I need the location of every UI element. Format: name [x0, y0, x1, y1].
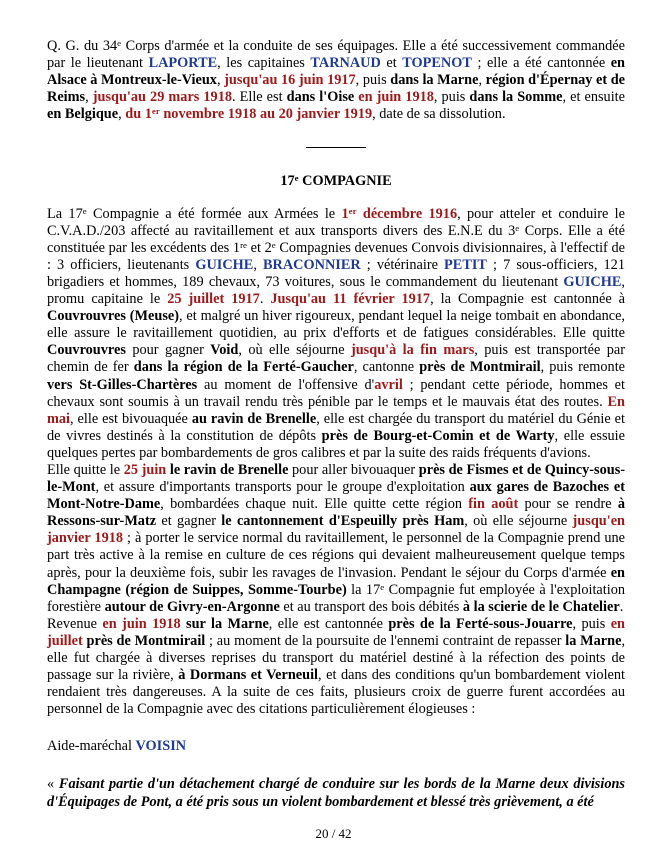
text-run: La 17	[47, 205, 83, 222]
text-run: ; vétérinaire	[360, 256, 445, 273]
text-run: jusqu'à la fin mars	[350, 342, 475, 359]
text-run: ; au moment de la poursuite de l'ennemi contraint de repasser	[205, 632, 566, 649]
text-run: Corps d'armée et la conduite de ses équipages. Elle a été successivement commandée par le lieutenant	[47, 38, 625, 72]
text-run: VOISIN	[135, 738, 187, 755]
text-run: dans l'Oise	[286, 89, 355, 106]
text-run: , pour atteler et conduire le C.V.A.D./203 affecté au ravitaillement et aux transports divers des E.N.E du 3	[47, 205, 625, 239]
history-paragraph-2	[47, 462, 625, 616]
text-run: e	[294, 173, 299, 184]
text-run: la Marne	[565, 632, 622, 649]
text-run: BRACONNIER	[262, 256, 361, 273]
text-run: COMPAGNIE	[298, 173, 392, 190]
text-run: , et ensuite	[562, 89, 625, 106]
text-run: ,	[216, 72, 225, 89]
text-run: e	[515, 222, 520, 233]
document-body	[47, 38, 625, 811]
text-run: Void	[210, 342, 239, 359]
text-run: , puis remonte	[540, 359, 626, 376]
text-run: près de la Ferté-sous-Jouarre	[388, 615, 573, 632]
text-run: pour gagner	[125, 342, 211, 359]
text-run: , promu capitaine le	[47, 273, 625, 308]
text-run: Jusqu'au 11 février 1917	[270, 291, 431, 308]
text-run: région d'Épernay et de Reims	[47, 72, 626, 106]
history-paragraph-1	[47, 206, 625, 462]
text-run: , puis	[433, 89, 470, 106]
text-run: , et assure d'importants transports pour le groupe d'exploitation	[95, 479, 470, 496]
text-run: , bombardées chaque nuit. Elle quitte cette région	[160, 496, 469, 513]
text-run: , et dans des conditions qu'un bombardement violent rendaient très dangereuses. A la suite de ces faits, plusieurs croix de guerre furent accordées au personnel de la Compagnie avec des citations particulièrement élogieuses :	[47, 667, 626, 718]
text-run: jusqu'en janvier 1918	[47, 513, 625, 547]
text-run: au ravin de Brenelle	[191, 410, 317, 427]
text-run: décembre 1916	[356, 205, 458, 222]
text-run: 1	[341, 205, 349, 222]
text-run: dans la région de la Ferté-Gaucher	[133, 359, 354, 376]
text-run: , elle essuie quelques pertes par bombardements de gros calibres et par la suite des raids fréquents d'avions.	[47, 427, 625, 461]
text-run: En mai	[47, 393, 625, 427]
text-run: pour aller bivouaquer	[288, 461, 419, 478]
text-run: .	[259, 291, 271, 308]
text-run: sur la Marne	[186, 615, 269, 632]
text-run: près de Bourg-et-Comin et de Warty	[321, 427, 555, 444]
text-run: er	[151, 106, 160, 117]
text-run: TARNAUD	[310, 55, 381, 72]
text-run: ; 7 sous-officiers, 121 brigadiers et hommes, 189 chevaux, 73 voitures, sous le commandement du lieutenant	[47, 256, 625, 290]
text-run: , et malgré un hiver rigoureux, pendant lequel la neige tombait en abondance, elle assure le ravitaillement quotidien, au prix d'efforts et de fatigues considérables. Elle quitte	[47, 308, 625, 342]
text-run: en juin 1918	[102, 615, 181, 632]
text-run: TOPENOT	[402, 55, 472, 72]
text-run: , elle est bivouaquée	[70, 410, 192, 427]
text-run: ; elle a été cantonnée	[471, 55, 611, 72]
text-run: , les capitaines	[217, 55, 311, 72]
text-run: Compagnie fut employée à l'exploitation forestière	[47, 581, 625, 615]
text-run: ,	[478, 72, 486, 89]
text-run: GUICHE	[563, 273, 622, 290]
text-run: 25 juillet 1917	[167, 291, 260, 308]
text-run: ,	[85, 89, 93, 106]
text-run: , la Compagnie est cantonnée à	[430, 291, 626, 308]
text-run: à Dormans et Verneuil	[178, 667, 319, 684]
text-run: Elle quitte le	[47, 461, 124, 478]
text-run: «	[47, 776, 59, 793]
text-run: e	[271, 239, 276, 250]
text-run: , date de sa dissolution.	[372, 106, 506, 123]
text-run: (Meuse)	[129, 308, 179, 325]
text-run: Compagnies devenues Convois divisionnaires, à l'effectif de : 3 officiers, lieutenants	[47, 239, 625, 273]
text-run: près de Montmirail	[419, 359, 541, 376]
text-run: LAPORTE	[148, 55, 218, 72]
text-run: . Elle est	[232, 89, 287, 106]
text-run: au moment de l'offensive d'	[197, 376, 375, 393]
text-run: en juin 1918	[358, 89, 434, 106]
text-run: PETIT	[444, 256, 487, 273]
text-run: re	[240, 239, 247, 250]
text-run: Couvrouvres	[47, 308, 126, 325]
text-run: fin août	[468, 496, 519, 513]
text-run: , où elle séjourne	[464, 513, 573, 530]
text-run: , elle est chargée du transport du matériel du Génie et de vivres destinés à la constitution de dépôts	[47, 410, 625, 444]
text-run: , puis	[355, 72, 391, 89]
text-run: et	[380, 55, 403, 72]
text-run: , elle fut chargée à diverses reprises du transport du matériel destiné à la réfection des points de passage sur la rivière,	[47, 632, 626, 684]
text-run: et 2	[246, 239, 272, 256]
text-run: ,	[118, 106, 126, 123]
text-run: er	[348, 205, 357, 216]
text-run: e	[117, 38, 122, 49]
text-run: , puis est transportée par chemin de fer	[47, 342, 626, 376]
intro-paragraph	[47, 38, 625, 123]
text-run: .	[619, 598, 624, 615]
text-run: Aide-maréchal	[47, 738, 136, 755]
text-run: aux gares de Bazoches et Mont-Notre-Dame	[47, 479, 625, 513]
text-run: près de Fismes et de Quincy-sous-le-Mont	[47, 461, 626, 496]
section-heading	[47, 173, 625, 190]
text-run: ,	[253, 256, 263, 273]
page-number: 20 / 42	[315, 826, 352, 841]
text-run: 25 juin	[123, 461, 167, 478]
text-run: e	[380, 581, 385, 592]
text-run: novembre 1918 au 20 janvier 1919	[159, 106, 373, 123]
text-run: , où elle séjourne	[238, 342, 351, 359]
text-run: Compagnie a été formée aux Armées le	[86, 205, 342, 222]
citation-name	[47, 738, 625, 755]
text-run: Revenue	[47, 615, 103, 632]
text-run: dans la Somme	[469, 89, 563, 106]
text-run: GUICHE	[195, 256, 254, 273]
text-run: en Champagne	[47, 564, 625, 598]
text-run: le ravin de Brenelle	[169, 461, 289, 478]
text-run: en Alsace à Montreux-le-Vieux	[47, 55, 626, 89]
text-run: à Ressons-sur-Matz	[47, 496, 625, 530]
text-run: e	[82, 205, 87, 216]
text-run: Faisant partie d'un détachement chargé de conduire sur les bords de la Marne deux divisions d'Équipages de Pont, a été pris sous un violent bombardement et blessé très grièvement, a été	[47, 776, 625, 810]
text-run: autour de Givry-en-Argonne	[104, 598, 280, 615]
text-run: dans la Marne	[390, 72, 479, 89]
text-run: jusqu'au 16 juin 1917	[224, 72, 356, 89]
text-run: 17	[280, 173, 295, 190]
text-run: à la scierie de le Chatelier	[462, 598, 620, 615]
text-run: vers St-Gilles-Chartères	[47, 376, 198, 393]
text-run: en Belgique	[47, 106, 119, 123]
text-run: jusqu'au 29 mars 1918	[92, 89, 232, 106]
text-run: près de Montmirail	[86, 632, 206, 649]
citation-quote	[47, 776, 625, 810]
text-run: Corps. Elle a été constituée par les excédents des 1	[47, 222, 625, 256]
section-separator	[306, 147, 366, 148]
text-run: et gagner	[156, 513, 222, 530]
text-run: pour se rendre	[518, 496, 618, 513]
text-run: Couvrouvres	[47, 342, 126, 359]
text-run: le cantonnement d'Espeuilly près Ham	[221, 513, 465, 530]
text-run: , cantonne	[353, 359, 420, 376]
text-run: la 17	[346, 581, 381, 598]
text-run: Q. G. du 34	[47, 38, 118, 54]
text-run: (région de Suippes, Somme-Tourbe)	[125, 581, 347, 598]
history-paragraph-3	[47, 616, 625, 719]
text-run: et au transport des bois débités	[279, 598, 463, 615]
text-run: ; à porter le service normal du ravitaillement, le personnel de la Compagnie prend une part très active à la remise en culture de ces régions qui devaient malheureusement quelque temps après, pour la deuxième fois, subir les ravages de l'invasion. Pendant le séjour du Corps d'armée	[47, 530, 625, 581]
text-run: du 1	[125, 106, 152, 123]
text-run: , elle est cantonnée	[268, 615, 389, 632]
text-run: avril	[374, 376, 403, 393]
text-run: ; pendant cette période, hommes et chevaux sont soumis à un travail rendu très pénible par le temps et le mauvais état des routes.	[47, 376, 625, 410]
text-run: en juillet	[47, 615, 625, 649]
text-run: , puis	[572, 615, 611, 632]
